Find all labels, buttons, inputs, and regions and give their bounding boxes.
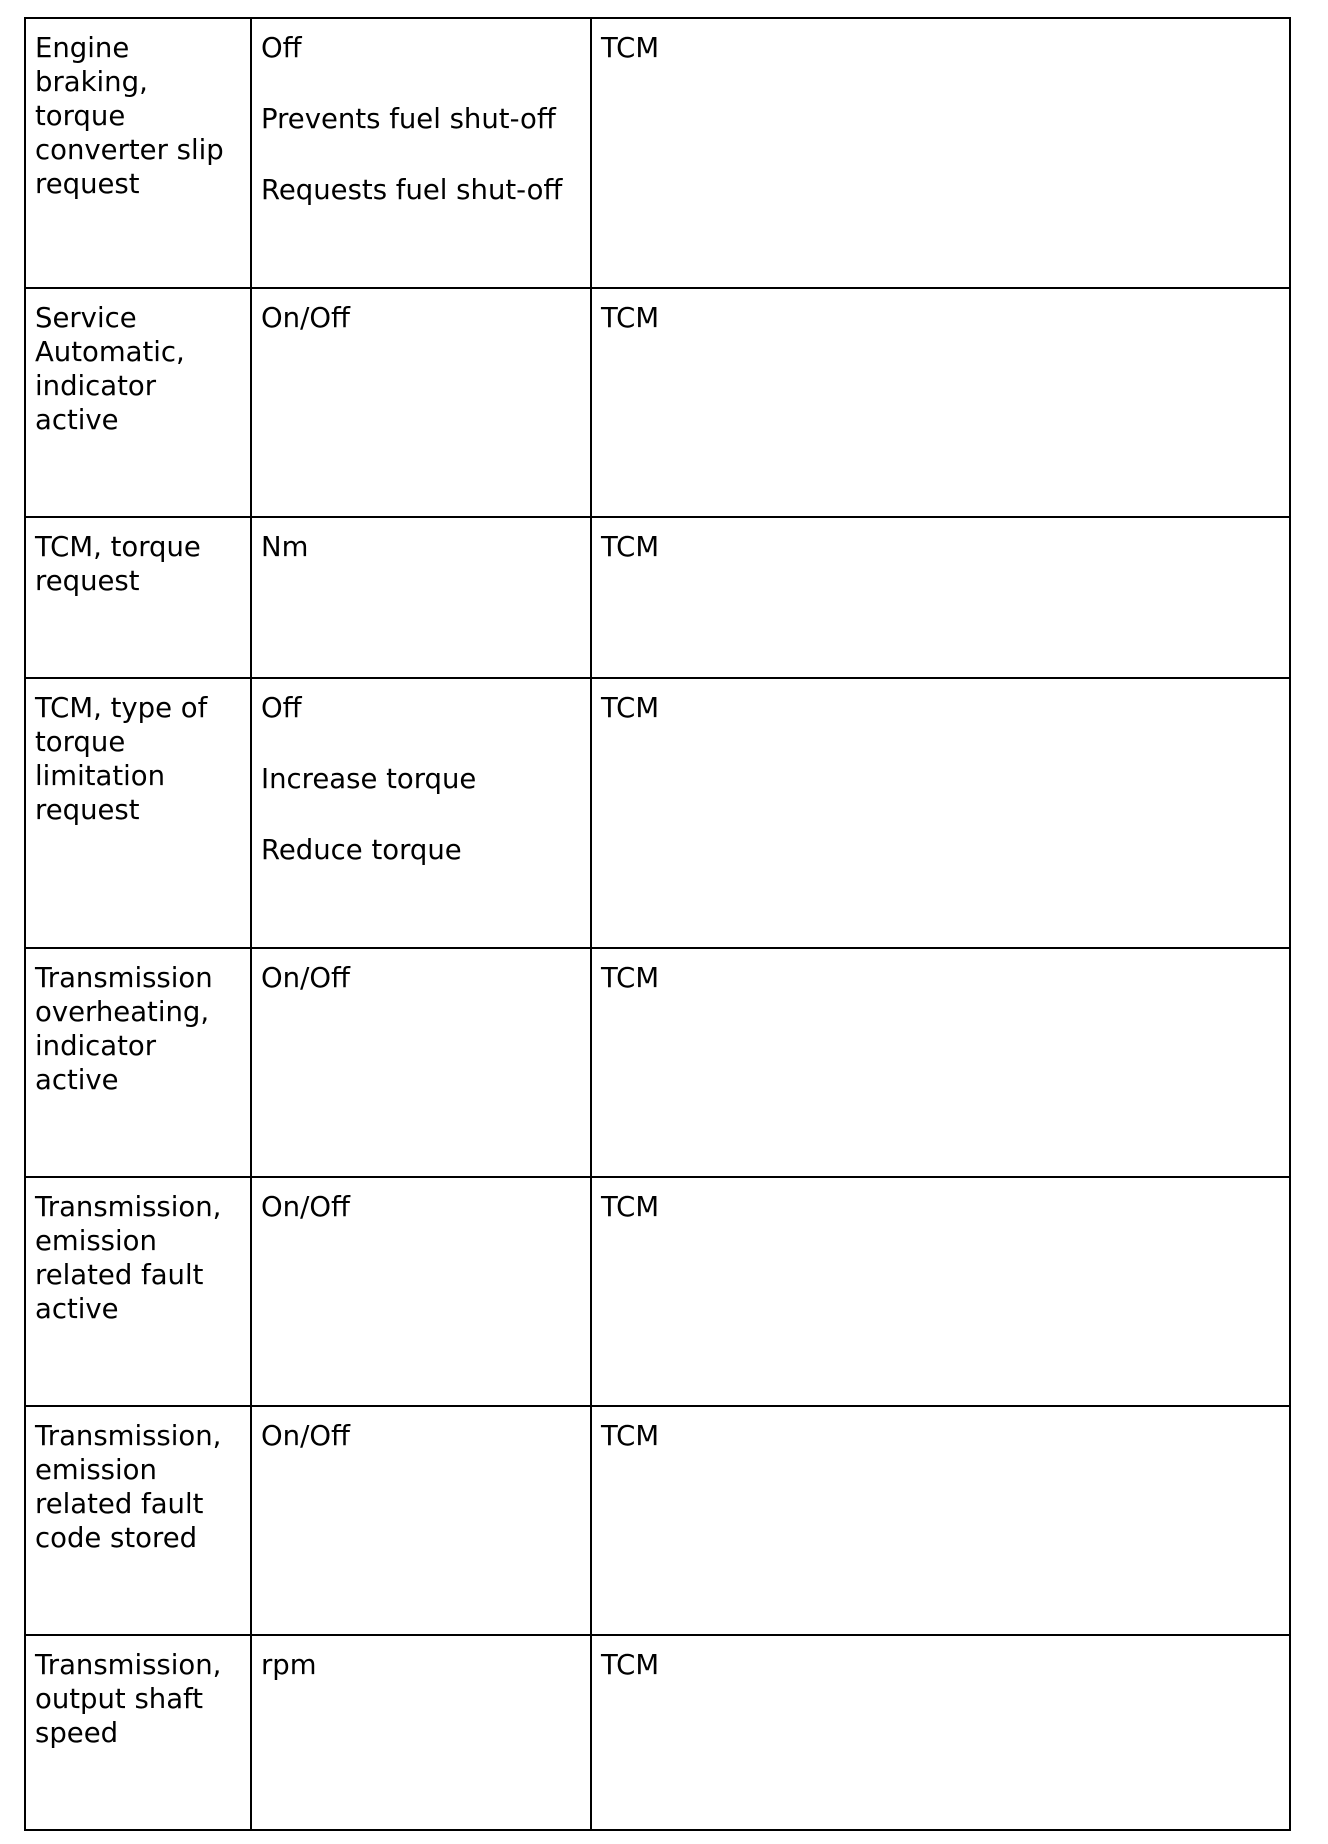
table-row <box>25 1406 1290 1635</box>
parameter-name-cell: Engine braking, torque converter slip request <box>25 18 251 288</box>
value-cell <box>251 678 591 948</box>
source-cell: TCM <box>591 1177 1290 1406</box>
value-cell <box>251 517 591 678</box>
value-text: Prevents fuel shut-off <box>261 103 556 135</box>
table-row <box>25 948 1290 1177</box>
source-cell: TCM <box>591 1635 1290 1830</box>
value-text: On/Off <box>261 302 350 334</box>
value-text: Requests fuel shut-off <box>261 174 563 206</box>
table-row <box>25 1635 1290 1830</box>
parameter-name-cell: Transmission, emission related fault code stored <box>25 1406 251 1635</box>
table-row <box>25 517 1290 678</box>
source-cell: TCM <box>591 18 1290 288</box>
table-row <box>25 288 1290 517</box>
source-cell: TCM <box>591 1406 1290 1635</box>
table-row <box>25 18 1290 288</box>
table-row <box>25 1177 1290 1406</box>
value-text: On/Off <box>261 1191 350 1223</box>
value-text: Off <box>261 692 302 724</box>
value-cell <box>251 1635 591 1830</box>
source-cell: TCM <box>591 948 1290 1177</box>
source-cell: TCM <box>591 517 1290 678</box>
value-text: Off <box>261 32 302 64</box>
value-cell <box>251 1177 591 1406</box>
source-cell: TCM <box>591 288 1290 517</box>
source-cell: TCM <box>591 678 1290 948</box>
value-cell <box>251 1406 591 1635</box>
parameter-table <box>24 17 1291 1831</box>
parameter-name-cell: Transmission overheating, indicator active <box>25 948 251 1177</box>
parameter-name-cell: Transmission, output shaft speed <box>25 1635 251 1830</box>
value-text: Increase torque <box>261 763 477 795</box>
value-text: rpm <box>261 1649 317 1681</box>
parameter-name-cell: Transmission, emission related fault active <box>25 1177 251 1406</box>
value-text: On/Off <box>261 962 350 994</box>
value-text: Reduce torque <box>261 834 462 866</box>
value-cell <box>251 948 591 1177</box>
value-cell <box>251 18 591 288</box>
parameter-name-cell: TCM, torque request <box>25 517 251 678</box>
parameter-name-cell: TCM, type of torque limitation request <box>25 678 251 948</box>
table-row <box>25 678 1290 948</box>
value-text: On/Off <box>261 1420 350 1452</box>
value-cell <box>251 288 591 517</box>
value-text: Nm <box>261 531 309 563</box>
parameter-name-cell: Service Automatic, indicator active <box>25 288 251 517</box>
